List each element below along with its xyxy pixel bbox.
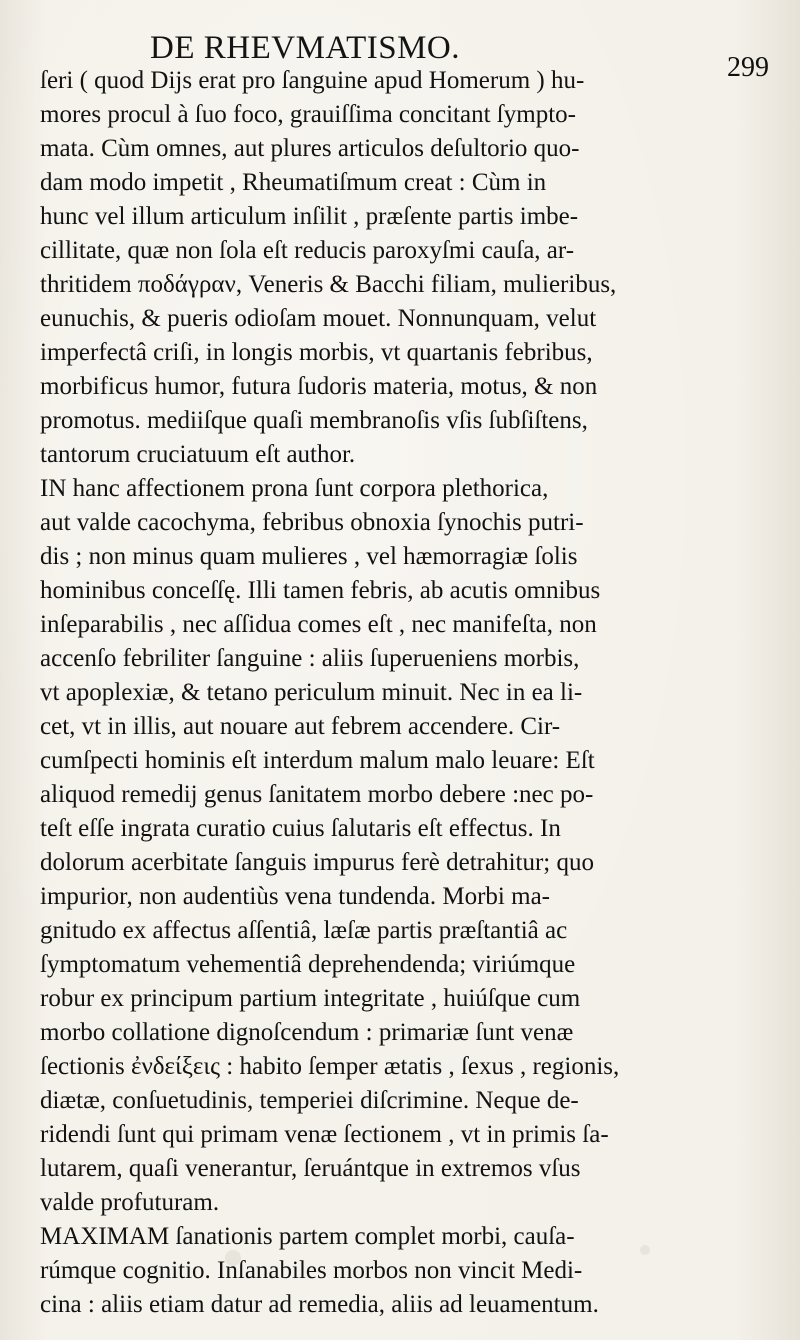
page-number: 299 [727, 52, 769, 83]
text-line: vt apoplexiæ, & tetano periculum minuit. Nec in ea li- [40, 679, 583, 706]
text-line: aliquod remedij genus ſanitatem morbo debere :nec po- [40, 781, 594, 808]
text-line: MAXIMAM ſanationis partem complet morbi, cauſa- [40, 1223, 575, 1250]
text-block [40, 64, 652, 1322]
text-line: dam modo impetit , Rheumatiſmum creat : Cùm in [40, 169, 547, 196]
text-line: ſeri ( quod Dijs erat pro ſanguine apud Homerum ) hu- [40, 67, 585, 94]
text-line: robur ex principum partium integritate , huiúſque cum [40, 985, 581, 1012]
text-line: ſymptomatum vehementiâ deprehendenda; viriúmque [40, 951, 576, 978]
text-line: impurior, non audentiùs vena tundenda. Morbi ma- [40, 883, 550, 910]
text-line: imperfectâ criſi, in longis morbis, vt quartanis febribus, [40, 339, 593, 366]
text-line: cina : aliis etiam datur ad remedia, aliis ad leuamentum. [40, 1291, 599, 1318]
text-line: hominibus conceſſę. Illi tamen febris, ab acutis omnibus [40, 577, 601, 604]
text-line: mata. Cùm omnes, aut plures articulos deſultorio quo- [40, 135, 580, 162]
text-line: inſeparabilis , nec aſſidua comes eſt , nec manifeſta, non [40, 611, 597, 638]
text-line: aut valde cacochyma, febribus obnoxia ſynochis putri- [40, 509, 584, 536]
text-line: ridendi ſunt qui primam venæ ſectionem , vt in primis ſa- [40, 1121, 609, 1148]
text-line: rúmque cognitio. Inſanabiles morbos non vincit Medi- [40, 1257, 583, 1284]
text-line: dolorum acerbitate ſanguis impurus ferè detrahitur; quo [40, 849, 594, 876]
text-line: gnitudo ex affectus aſſentiâ, læſæ partis præſtantiâ ac [40, 917, 568, 944]
text-line: tantorum cruciatuum eſt author. [40, 441, 356, 468]
text-line: eunuchis, & pueris odioſam mouet. Nonnunquam, velut [40, 305, 597, 332]
text-line: hunc vel illum articulum inſilit , præſente partis imbe- [40, 203, 579, 230]
text-line: promotus. mediiſque quaſi membranoſis vſis ſubſiſtens, [40, 407, 588, 434]
text-line: thritidem ποδάγραν, Veneris & Bacchi filiam, mulieribus, [40, 271, 617, 298]
text-line: mores procul à ſuo foco, grauiſſima concitant ſympto- [40, 101, 576, 128]
text-line: cet, vt in illis, aut nouare aut febrem accendere. Cir- [40, 713, 561, 740]
text-line: teſt eſſe ingrata curatio cuius ſalutaris eſt effectus. In [40, 815, 561, 842]
text-line: accenſo febriliter ſanguine : aliis ſuperueniens morbis, [40, 645, 580, 672]
text-line: cillitate, quæ non ſola eſt reducis paroxyſmi cauſa, ar- [40, 237, 575, 264]
text-line: morbo collatione dignoſcendum : primariæ ſunt venæ [40, 1019, 574, 1046]
text-line: lutarem, quaſi venerantur, ſeruántque in extremos vſus [40, 1155, 581, 1182]
text-line: IN hanc affectionem prona ſunt corpora plethorica, [40, 475, 549, 502]
text-line: valde profuturam. [40, 1189, 220, 1216]
running-title: DE RHEVMATISMO. [150, 30, 461, 66]
text-line: ſectionis ἐνδείξεις : habito ſemper ætatis , ſexus , regionis, [40, 1053, 620, 1080]
text-line: cumſpecti hominis eſt interdum malum malo leuare: Eſt [40, 747, 595, 774]
text-line: diætæ, conſuetudinis, temperiei diſcrimine. Neque de- [40, 1087, 579, 1114]
text-line: morbificus humor, futura ſudoris materia, motus, & non [40, 373, 598, 400]
text-line: dis ; non minus quam mulieres , vel hæmorragiæ ſolis [40, 543, 578, 570]
